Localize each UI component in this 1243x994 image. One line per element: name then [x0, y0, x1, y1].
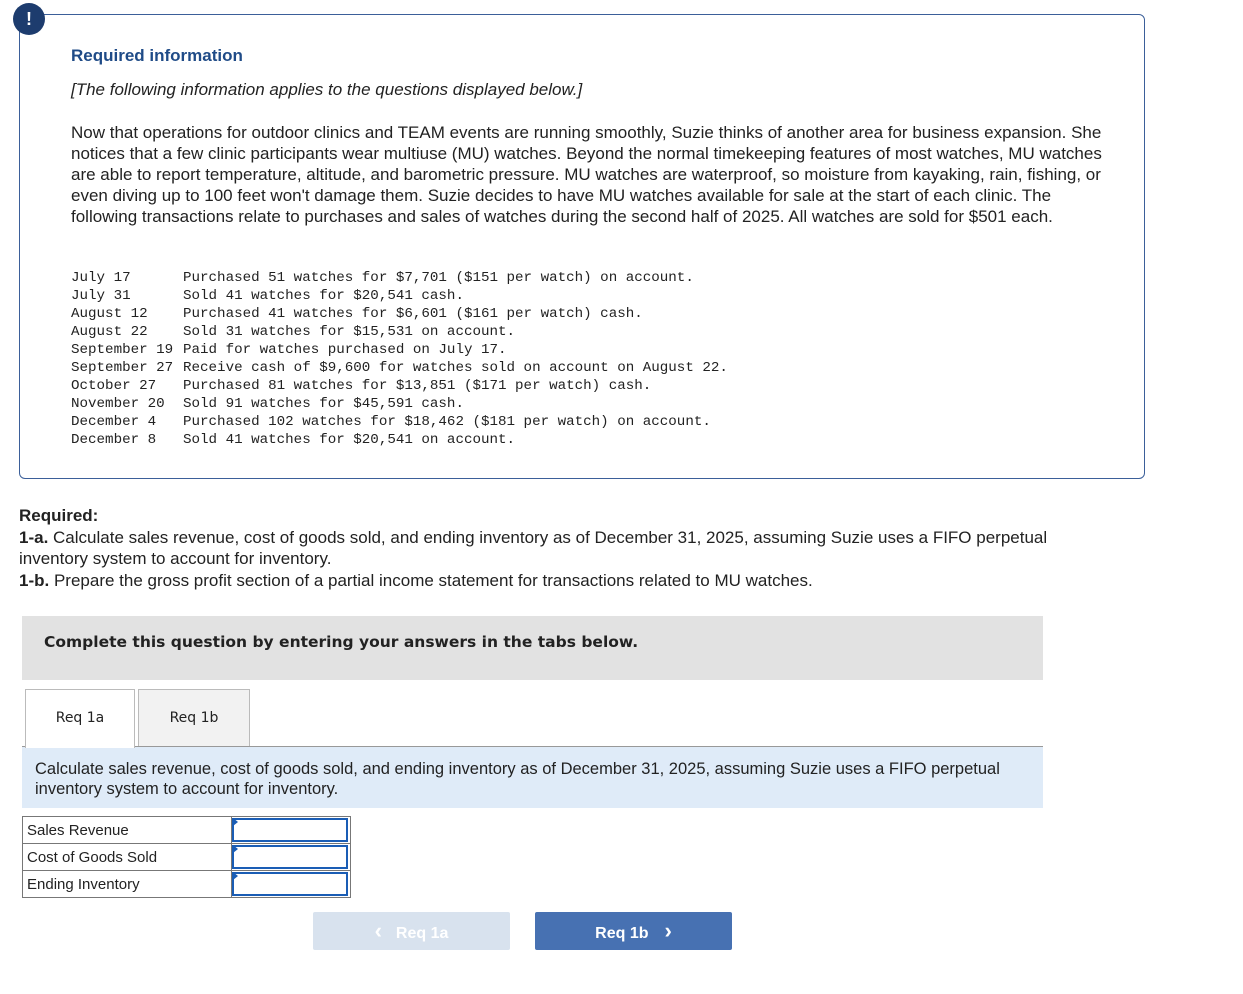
transaction-row [71, 359, 728, 377]
input-marker-icon [233, 845, 238, 853]
transaction-date: November 20 [71, 396, 165, 412]
instruction-banner [22, 616, 1043, 680]
transaction-text: Purchased 41 watches for $6,601 ($161 per watch) cash. [183, 306, 643, 322]
row-label: Ending Inventory [23, 871, 232, 898]
transaction-row [71, 413, 728, 431]
transaction-text: Purchased 51 watches for $7,701 ($151 per watch) on account. [183, 270, 694, 286]
sales-revenue-input[interactable] [232, 818, 348, 842]
transaction-date: September 19 [71, 342, 174, 358]
transaction-row [71, 395, 728, 413]
transaction-date: December 8 [71, 432, 157, 448]
transaction-date: August 12 [71, 306, 148, 322]
transaction-row [71, 269, 728, 287]
tab-description: Calculate sales revenue, cost of goods sold, and ending inventory as of December 31, 2025, assuming Suzie uses a FIFO perpetual inventory system to account for inventory. [35, 760, 1000, 798]
req-1a-text: Calculate sales revenue, cost of goods sold, and ending inventory as of December 31, 2025, assuming Suzie uses a FIFO perpetual inventory system to account for inventory. [19, 527, 1048, 568]
instruction-text: Complete this question by entering your answers in the tabs below. [44, 633, 639, 651]
tab-description-box [22, 747, 1043, 808]
transaction-row [71, 341, 728, 359]
transaction-text: Sold 31 watches for $15,531 on account. [183, 324, 516, 340]
prev-req-1a-button[interactable] [313, 912, 510, 950]
info-paragraph: Now that operations for outdoor clinics and TEAM events are running smoothly, Suzie thinks of another area for business expansion. She notices that a few clinic participants wear multiuse (MU) watches. Beyond the normal timekeeping features of most watches, MU watches are able to report temperature, altitude, and barometric pressure. MU watches are waterproof, so moisture from kayaking, rain, fishing, or even diving up to 100 feet won't damage them. Suzie decides to have MU watches available for sale at the start of each clinic. The following transactions relate to purchases and sales of watches during the second half of 2025. All watches are sold for $501 each. [71, 123, 1102, 226]
transaction-row [71, 287, 728, 305]
transaction-date: July 17 [71, 270, 131, 286]
required-heading: Required: [19, 506, 99, 525]
chevron-right-icon: › [664, 918, 672, 943]
required-section [19, 505, 1079, 591]
tab-req-1b[interactable]: Req 1b [138, 689, 250, 746]
transaction-text: Paid for watches purchased on July 17. [183, 342, 507, 358]
alert-icon: ! [13, 3, 45, 35]
transaction-row [71, 323, 728, 341]
req-1a-label: 1-a. [19, 527, 49, 547]
table-row [23, 817, 351, 844]
transaction-text: Purchased 102 watches for $18,462 ($181 per watch) on account. [183, 414, 711, 430]
row-label: Cost of Goods Sold [23, 844, 232, 871]
transaction-text: Sold 41 watches for $20,541 cash. [183, 288, 464, 304]
input-marker-icon [233, 818, 238, 826]
transaction-row [71, 305, 728, 323]
transaction-list [71, 269, 728, 449]
row-label: Sales Revenue [23, 817, 232, 844]
transaction-date: August 22 [71, 324, 148, 340]
transaction-row [71, 377, 728, 395]
answer-table [22, 816, 351, 898]
transaction-text: Sold 91 watches for $45,591 cash. [183, 396, 464, 412]
transaction-row [71, 431, 728, 449]
tab-req-1a[interactable]: Req 1a [25, 689, 135, 748]
prev-button-label: Req 1a [395, 925, 449, 942]
table-row [23, 844, 351, 871]
req-1b-label: 1-b. [19, 570, 50, 590]
transaction-date: July 31 [71, 288, 131, 304]
info-subtitle: [The following information applies to the questions displayed below.] [71, 80, 583, 99]
info-title: Required information [71, 46, 243, 65]
transaction-date: October 27 [71, 378, 157, 394]
transaction-text: Purchased 81 watches for $13,851 ($171 per watch) cash. [183, 378, 652, 394]
next-req-1b-button[interactable] [535, 912, 732, 950]
transaction-date: September 27 [71, 360, 174, 376]
req-1b-text: Prepare the gross profit section of a partial income statement for transactions related to MU watches. [49, 570, 813, 590]
next-button-label: Req 1b [595, 925, 649, 942]
ending-inventory-input[interactable] [232, 872, 348, 896]
cost-of-goods-sold-input[interactable] [232, 845, 348, 869]
transaction-text: Receive cash of $9,600 for watches sold on account on August 22. [183, 360, 728, 376]
table-row [23, 871, 351, 898]
transaction-date: December 4 [71, 414, 157, 430]
chevron-left-icon: ‹ [374, 918, 382, 943]
transaction-text: Sold 41 watches for $20,541 on account. [183, 432, 516, 448]
input-marker-icon [233, 872, 238, 880]
